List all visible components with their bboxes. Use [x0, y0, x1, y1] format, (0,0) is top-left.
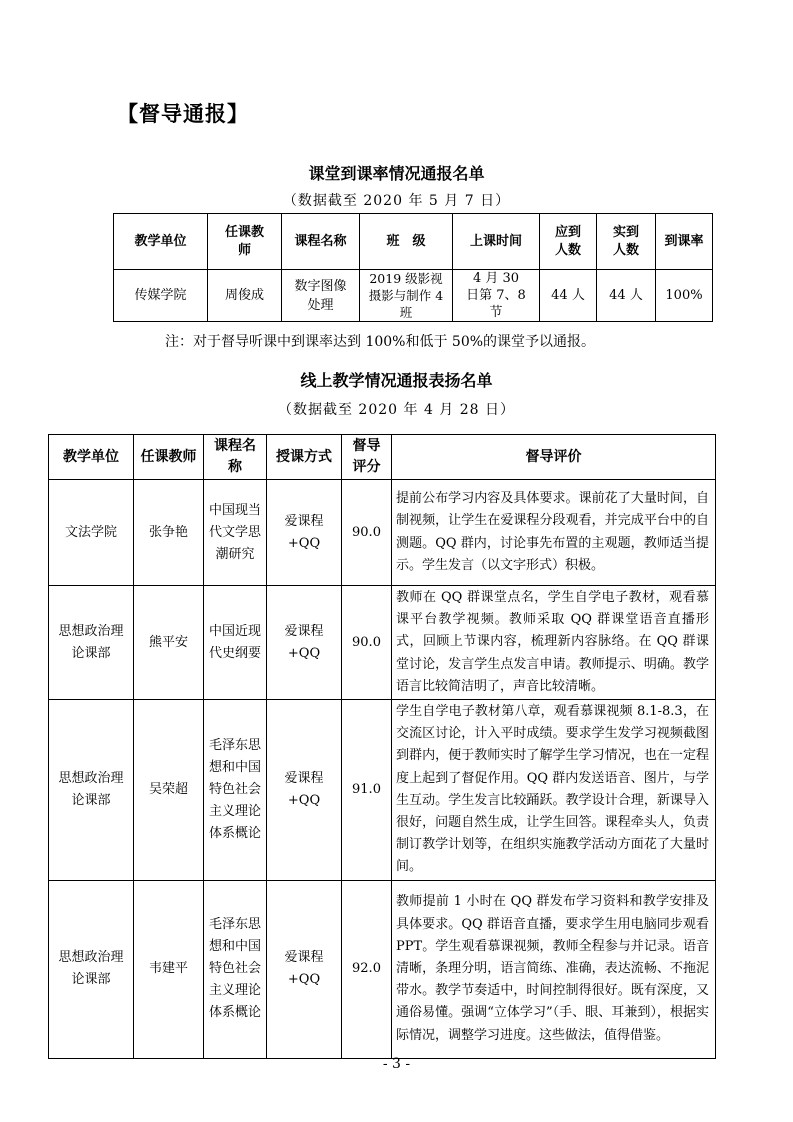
column-header: 实到人数 [597, 214, 656, 270]
cell-course: 毛泽东思想和中国特色社会主义理论体系概论 [204, 880, 267, 1058]
note: 注：对于督导听课中到课率达到 100%和低于 50%的课堂予以通报。 [165, 334, 596, 350]
table-row [49, 480, 716, 586]
table-row [49, 586, 716, 700]
cell-method: 爱课程+QQ [267, 700, 342, 881]
section-heading: 【督导通报】 [117, 102, 249, 126]
cell-teacher: 周俊成 [208, 270, 282, 322]
cell-method: 爱课程+QQ [267, 480, 342, 586]
table-header-row [114, 214, 713, 270]
column-header: 督导评分 [342, 435, 392, 480]
cell-teacher: 韦建平 [134, 880, 204, 1058]
cell-course: 中国近现代史纲要 [204, 586, 267, 700]
cell-expected: 44 人 [540, 270, 597, 322]
cell-evaluation: 学生自学电子教材第八章，观看慕课视频 8.1-8.3，在交流区讨论，计入平时成绩。要求学生发学习视频截图到群内，便于教师实时了解学生学习情况，也在一定程度上起到了督促作用。QQ 群内发送语音、图片，与学生互动。学生发言比较踊跃。教学设计合理，新课导入很好，问题自然生成，让学生回答。课程牵头人，负责制订教学计划等，在组织实施教学活动方面花了大量时间。 [392, 700, 716, 881]
cell-evaluation: 提前公布学习内容及具体要求。课前花了大量时间，自制视频，让学生在爱课程分段观看，并完成平台中的自测题。QQ 群内，讨论事先布置的主观题，教师适当提示。学生发言（以文字形式）积极。 [392, 480, 716, 586]
cell-teacher: 吴荣超 [134, 700, 204, 881]
cell-evaluation: 教师在 QQ 群课堂点名，学生自学电子教材，观看慕课平台教学视频。教师采取 QQ 群课堂语音直播形式，回顾上节课内容，梳理新内容脉络。在 QQ 群课堂讨论，发言学生点发言申请。教师提示、明确。教学语言比较简洁明了，声音比较清晰。 [392, 586, 716, 700]
cell-unit: 思想政治理论课部 [49, 700, 134, 881]
attendance-table [113, 213, 713, 322]
cell-course: 毛泽东思想和中国特色社会主义理论体系概论 [204, 700, 267, 881]
column-header: 督导评价 [392, 435, 716, 480]
table2-title: 线上教学情况通报表扬名单 [300, 371, 493, 390]
cell-evaluation: 教师提前 1 小时在 QQ 群发布学习资料和教学安排及具体要求。QQ 群语音直播，要求学生用电脑同步观看 PPT。学生观看慕课视频，教师全程参与并记录。语音清晰，条理分明，语言简练、准确，表达流畅、不拖泥带水。教学节奏适中，时间控制得很好。既有深度，又通俗易懂。强调“立体学习”（手、眼、耳兼到），根据实际情况，调整学习进度。这些做法，值得借鉴。 [392, 880, 716, 1058]
table-row [49, 880, 716, 1058]
column-header: 上课时间 [453, 214, 540, 270]
page-number: - 3 - [382, 1056, 411, 1072]
cell-score: 90.0 [342, 586, 392, 700]
cell-method: 爱课程+QQ [267, 586, 342, 700]
column-header: 应到人数 [540, 214, 597, 270]
table1-title: 课堂到课率情况通报名单 [308, 164, 485, 183]
column-header: 课程名称 [282, 214, 360, 270]
cell-method: 爱课程+QQ [267, 880, 342, 1058]
table-row [114, 270, 713, 322]
column-header: 班 级 [360, 214, 453, 270]
cell-unit: 思想政治理论课部 [49, 586, 134, 700]
online-teaching-table [48, 434, 716, 1059]
table1-subtitle: （数据截至 2020 年 5 月 7 日） [282, 193, 511, 209]
cell-course: 中国现当代文学思潮研究 [204, 480, 267, 586]
table-row [49, 700, 716, 881]
cell-course: 数字图像处理 [282, 270, 360, 322]
cell-teacher: 熊平安 [134, 586, 204, 700]
cell-score: 90.0 [342, 480, 392, 586]
cell-time: 4 月 30 日第 7、8 节 [453, 270, 540, 322]
cell-rate: 100% [656, 270, 713, 322]
column-header: 任课教师 [134, 435, 204, 480]
cell-unit: 传媒学院 [114, 270, 208, 322]
cell-class: 2019 级影视摄影与制作 4 班 [360, 270, 453, 322]
column-header: 教学单位 [49, 435, 134, 480]
cell-unit: 文法学院 [49, 480, 134, 586]
column-header: 课程名称 [204, 435, 267, 480]
cell-score: 91.0 [342, 700, 392, 881]
column-header: 任课教师 [208, 214, 282, 270]
table-header-row [49, 435, 716, 480]
table2-subtitle: （数据截至 2020 年 4 月 28 日） [277, 402, 516, 418]
cell-teacher: 张争艳 [134, 480, 204, 586]
column-header: 授课方式 [267, 435, 342, 480]
cell-score: 92.0 [342, 880, 392, 1058]
column-header: 到课率 [656, 214, 713, 270]
cell-actual: 44 人 [597, 270, 656, 322]
cell-unit: 思想政治理论课部 [49, 880, 134, 1058]
column-header: 教学单位 [114, 214, 208, 270]
